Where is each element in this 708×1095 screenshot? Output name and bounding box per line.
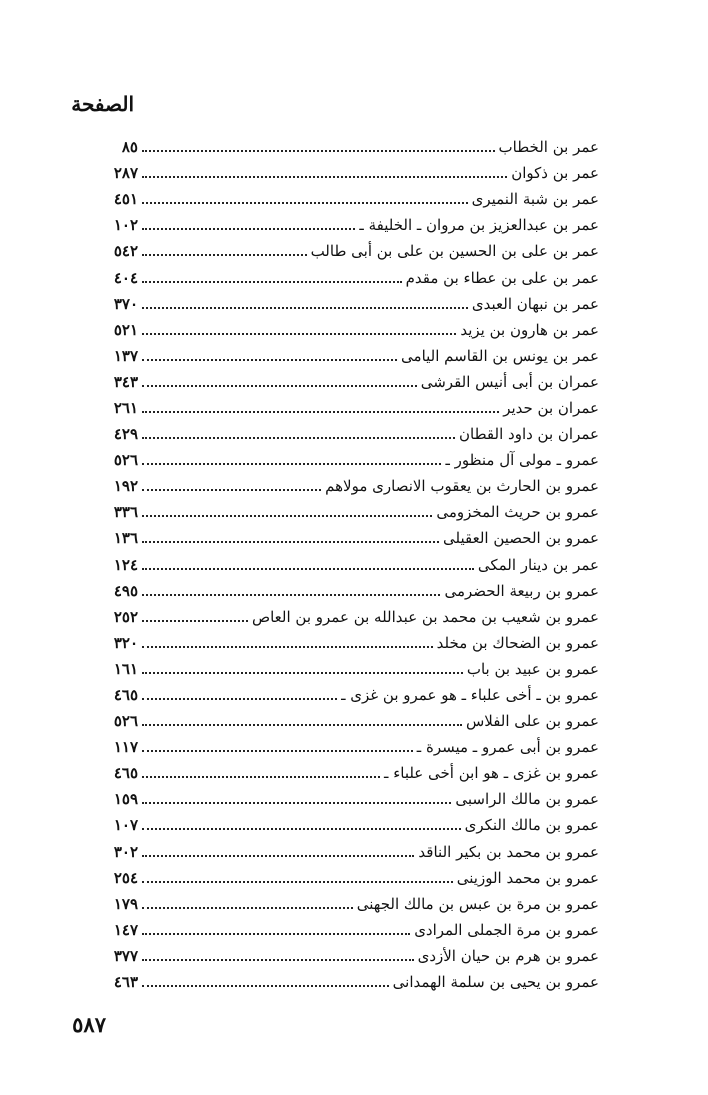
dot-leader [142, 881, 453, 883]
dot-leader [142, 933, 410, 935]
index-entry [92, 317, 599, 343]
entry-page-number: ١٤٧ [113, 920, 138, 939]
dot-leader [142, 698, 337, 700]
entry-page-number: ٤٦٥ [113, 686, 138, 705]
entry-page-number: ١٥٩ [113, 790, 138, 809]
entry-name: عمرو بن الحصين العقيلى [443, 529, 599, 548]
entry-name: عمرو بن مرة بن عبس بن مالك الجهنى [356, 894, 599, 913]
index-entry [92, 552, 599, 578]
dot-leader [142, 724, 462, 726]
entry-name: عمرو ـ مولى آل منظور ـ [445, 451, 599, 470]
entry-name: عمران بن داود القطان [459, 425, 599, 444]
entry-page-number: ١٣٦ [113, 529, 138, 548]
index-entry [92, 917, 599, 943]
index-entry [92, 943, 599, 969]
index-entry [92, 447, 599, 473]
entry-name: عمر بن هارون بن يزيد [460, 320, 599, 339]
index-entry [92, 395, 599, 421]
dot-leader [142, 985, 389, 987]
entry-page-number: ٣٣٦ [113, 503, 138, 522]
index-entry [92, 291, 599, 317]
entry-name: عمرو بن ربيعة الحضرمى [444, 581, 599, 600]
entry-page-number: ١٩٢ [113, 477, 138, 496]
entry-page-number: ٣٠٢ [113, 842, 138, 861]
index-entry [92, 839, 599, 865]
index-entry [92, 865, 599, 891]
index-entry [92, 604, 599, 630]
entry-page-number: ١٠٢ [113, 216, 138, 235]
index-entry [92, 578, 599, 604]
entry-page-number: ٢٦١ [113, 398, 138, 417]
entry-name: عمران بن حدير [503, 398, 599, 417]
entry-name: عمرو بن مالك النكرى [464, 816, 599, 835]
entry-page-number: ١٠٧ [113, 816, 138, 835]
entry-page-number: ٤٦٥ [113, 764, 138, 783]
entry-page-number: ٢٥٢ [113, 607, 138, 626]
entry-page-number: ٥٤٢ [113, 242, 138, 261]
index-entry [92, 525, 599, 551]
entry-name: عمر بن عبدالعزيز بن مروان ـ الخليفة ـ [359, 216, 599, 235]
entry-page-number: ٤٢٩ [113, 425, 138, 444]
entry-page-number: ٢٥٤ [113, 868, 138, 887]
entry-name: عمر بن دينار المكى [477, 555, 599, 574]
entry-name: عمرو بن الحارث بن يعقوب الانصارى مولاهم [325, 477, 599, 496]
index-entry [92, 264, 599, 290]
index-entry [92, 812, 599, 838]
dot-leader [142, 202, 468, 204]
dot-leader [142, 359, 397, 361]
entry-name: عمران بن أبى أنيس القرشى [420, 372, 599, 391]
entry-name: عمرو بن محمد بن بكير الناقد [418, 842, 599, 861]
entry-page-number: ٨٥ [121, 138, 138, 157]
entry-name: عمر بن الخطاب [498, 138, 599, 157]
entry-page-number: ٥٢١ [113, 320, 138, 339]
entry-name: عمر بن على بن عطاء بن مقدم [405, 268, 599, 287]
dot-leader [142, 254, 307, 256]
entry-page-number: ٤٩٥ [113, 581, 138, 600]
dot-leader [142, 828, 461, 830]
dot-leader [142, 150, 495, 152]
dot-leader [142, 228, 355, 230]
index-entry [92, 238, 599, 264]
dot-leader [142, 802, 451, 804]
entry-name: عمرو بن عبيد بن باب [466, 659, 599, 678]
entry-page-number: ٣٧٧ [113, 946, 138, 965]
index-entry [92, 134, 599, 160]
entry-page-number: ٤٥١ [113, 190, 138, 209]
page-column-header: الصفحة [71, 92, 134, 116]
index-entry [92, 656, 599, 682]
index-entry [92, 630, 599, 656]
entry-name: عمرو بن محمد الوزينى [456, 868, 599, 887]
dot-leader [142, 541, 439, 543]
index-entry [92, 760, 599, 786]
dot-leader [142, 855, 414, 857]
dot-leader [142, 907, 353, 909]
entry-name: عمرو بن يحيى بن سلمة الهمدانى [392, 973, 599, 992]
dot-leader [142, 776, 380, 778]
entry-name: عمرو بن أبى عمرو ـ ميسرة ـ [416, 738, 599, 757]
dot-leader [142, 750, 413, 752]
index-entry [92, 891, 599, 917]
entry-page-number: ٥٢٦ [113, 712, 138, 731]
entry-name: عمرو بن شعيب بن محمد بن عبدالله بن عمرو بن العاص [251, 607, 599, 626]
dot-leader [142, 515, 432, 517]
index-entry [92, 343, 599, 369]
entry-name: عمر بن ذكوان [511, 164, 599, 183]
entry-page-number: ٣٤٣ [113, 372, 138, 391]
entry-page-number: ١٣٧ [113, 346, 138, 365]
entry-name: عمر بن شبة النميرى [471, 190, 599, 209]
entry-page-number: ١١٧ [113, 738, 138, 757]
dot-leader [142, 463, 441, 465]
index-entry [92, 499, 599, 525]
index-entry [92, 421, 599, 447]
index-entry [92, 708, 599, 734]
dot-leader [142, 489, 321, 491]
dot-leader [142, 176, 507, 178]
dot-leader [142, 646, 433, 648]
dot-leader [142, 385, 417, 387]
entry-page-number: ١٢٤ [113, 555, 138, 574]
dot-leader [142, 620, 248, 622]
entry-name: عمر بن على بن الحسين بن على بن أبى طالب [310, 242, 599, 261]
index-entry [92, 682, 599, 708]
page-number: ٥٨٧ [72, 1012, 106, 1037]
entry-page-number: ٤٦٣ [113, 973, 138, 992]
dot-leader [142, 568, 474, 570]
dot-leader [142, 281, 402, 283]
index-entry [92, 734, 599, 760]
index-entry [92, 212, 599, 238]
entry-page-number: ٤٠٤ [113, 268, 138, 287]
entry-name: عمرو بن هرم بن حيان الأزدى [417, 946, 599, 965]
index-entries [92, 134, 599, 995]
index-entry [92, 969, 599, 995]
dot-leader [142, 437, 455, 439]
dot-leader [142, 307, 468, 309]
index-entry [92, 160, 599, 186]
index-entry [92, 369, 599, 395]
index-entry [92, 786, 599, 812]
entry-name: عمرو بن حريث المخزومى [436, 503, 599, 522]
entry-page-number: ٥٢٦ [113, 451, 138, 470]
entry-name: عمرو بن مالك الراسبى [455, 790, 599, 809]
dot-leader [142, 672, 463, 674]
dot-leader [142, 959, 414, 961]
entry-name: عمر بن نبهان العبدى [471, 294, 599, 313]
entry-name: عمر بن يونس بن القاسم اليامى [401, 346, 599, 365]
dot-leader [142, 594, 440, 596]
entry-name: عمرو بن مرة الجملى المرادى [414, 920, 599, 939]
entry-page-number: ٢٨٧ [113, 164, 138, 183]
entry-page-number: ٣٧٠ [113, 294, 138, 313]
entry-page-number: ٣٢٠ [113, 633, 138, 652]
dot-leader [142, 333, 456, 335]
dot-leader [142, 411, 499, 413]
entry-name: عمرو بن على الفلاس [465, 712, 599, 731]
entry-page-number: ١٧٩ [113, 894, 138, 913]
entry-name: عمرو بن ـ أخى علباء ـ هو عمرو بن غزى ـ [341, 686, 599, 705]
entry-page-number: ١٦١ [113, 659, 138, 678]
entry-name: عمرو بن الضحاك بن مخلد [436, 633, 599, 652]
entry-name: عمرو بن غزى ـ هو ابن أخى علباء ـ [384, 764, 599, 783]
index-entry [92, 186, 599, 212]
index-entry [92, 473, 599, 499]
